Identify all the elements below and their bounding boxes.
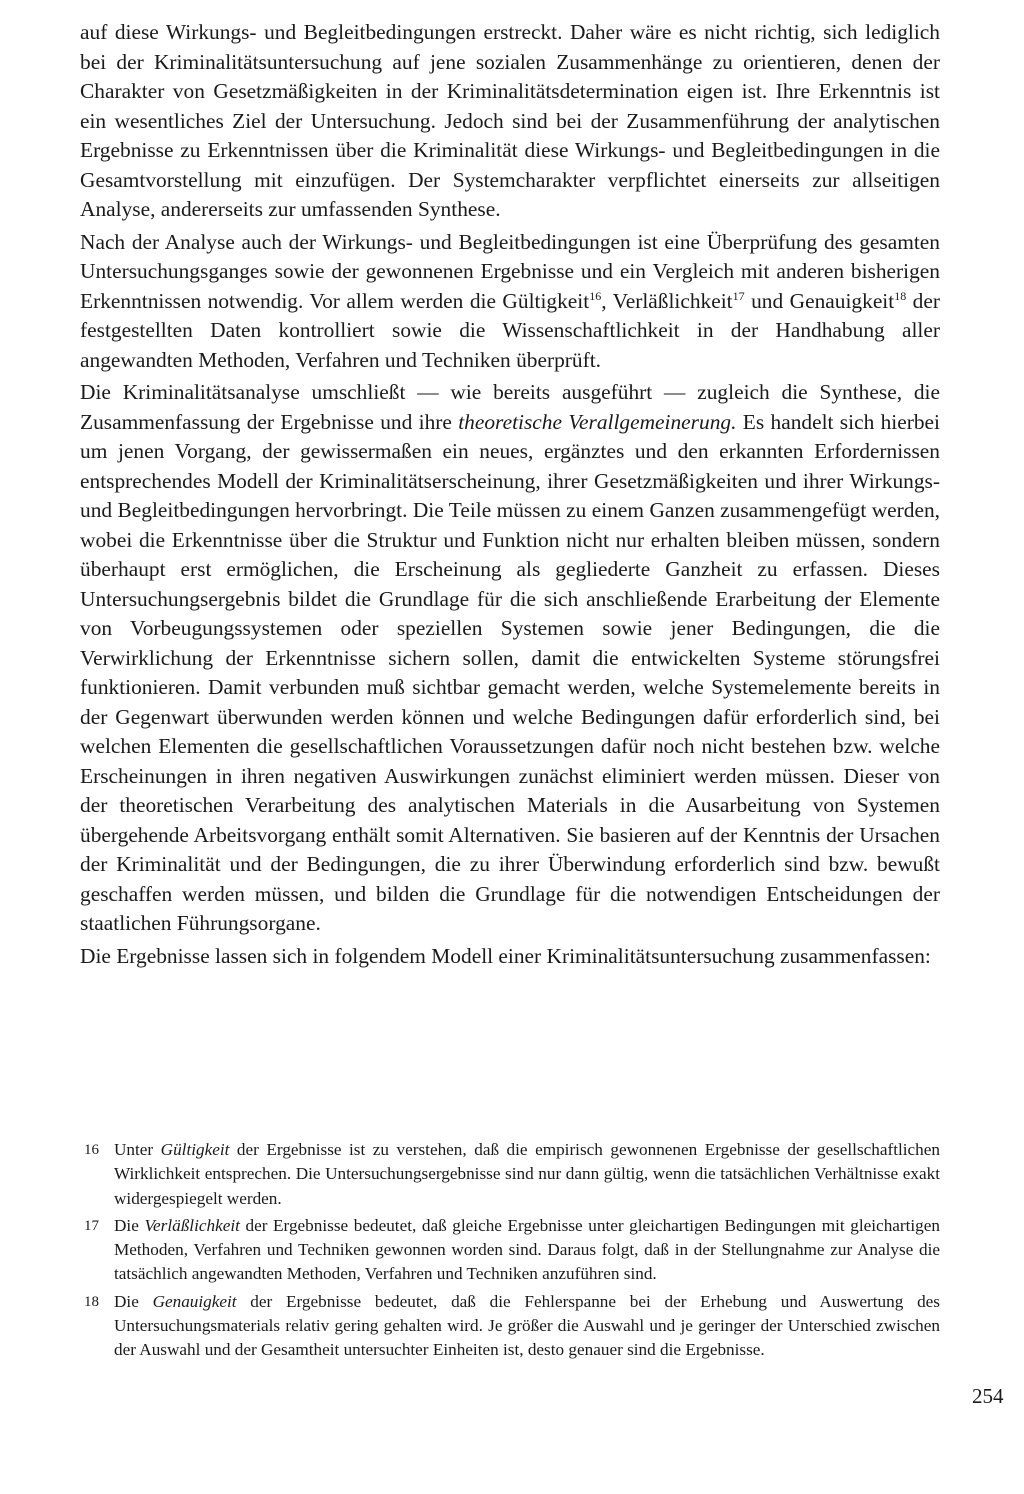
- paragraph-3-text-b: Es handelt sich hierbei um jenen Vorgang, der gewissermaßen ein neues, ergänztes und den erkannten Erfordernissen entsprechendes Modell der Kriminalitätserscheinung, ihrer Gesetzmäßigkeiten und ihrer Wirkungs- und Begleitbedingungen hervorbringt. Die Teile müssen zu einem Ganzen zusammengefügt werden, wobei die Erkenntnisse über die Struktur und Funktion nicht nur erhalten bleiben müssen, sondern überhaupt erst ermöglichen, die Erscheinung als gegliederte Ganzheit zu erfassen. Dieses Untersuchungsergebnis bildet die Grundlage für die sich anschließende Erarbeitung der Elemente von Vorbeugungssystemen oder speziellen Systemen sowie jener Bedingungen, die die Verwirklichung der Erkenntnisse sichern sollen, damit die entwickelten Systeme störungsfrei funktionieren. Damit verbunden muß sichtbar gemacht werden, welche Systemelemente bereits in der Gegenwart überwunden werden können und welche Bedingungen dafür erforderlich sind, bei welchen Elementen die gesellschaftlichen Voraussetzungen dafür noch nicht bestehen bzw. welche Erscheinungen in ihren negativen Auswirkungen zunächst eliminiert werden müssen. Dieser von der theoretischen Verarbeitung des analytischen Materials in die Ausarbeitung von Systemen übergehende Arbeitsvorgang enthält somit Alternativen. Sie basieren auf der Kenntnis der Ursachen der Kriminalität und der Bedingungen, die zu ihrer Überwindung erforderlich sind bzw. bewußt geschaffen werden müssen, und bilden die Grundlage für die notwendigen Entscheidungen der staatlichen Führungsorgane.: [80, 409, 940, 935]
- footnote-17: [84, 1214, 940, 1287]
- footnote-ref-16[interactable]: 16: [589, 288, 602, 303]
- footnote-text-a: Die: [114, 1215, 145, 1235]
- paragraph-3-emphasis: theoretische Verallgemeinerung.: [458, 409, 737, 434]
- paragraph-4: Die Ergebnisse lassen sich in folgendem Modell einer Kriminalitätsuntersuchung zusammenfassen:: [80, 943, 931, 968]
- paragraph-1: auf diese Wirkungs- und Begleitbedingungen erstreckt. Daher wäre es nicht richtig, sich lediglich bei der Kriminalitätsuntersuchung auf jene sozialen Zusammenhänge zu orientieren, denen der Charakter von Gesetzmäßigkeiten in der Kriminalitätsdetermination eigen ist. Ihre Erkenntnis ist ein wesentliches Ziel der Untersuchung. Jedoch sind bei der Zusammenführung der analytischen Ergebnisse zu Erkenntnissen über die Kriminalität diese Wirkungs- und Begleitbedingungen in die Gesamtvorstellung mit einzufügen. Der Systemcharakter verpflichtet einerseits zur allseitigen Analyse, andererseits zur umfassenden Synthese.: [80, 20, 940, 221]
- footnote-emphasis: Verläßlichkeit: [144, 1215, 240, 1235]
- footnote-text-a: Unter: [114, 1140, 161, 1159]
- footnote-emphasis: Gültigkeit: [160, 1140, 230, 1159]
- paragraph-3-text-a: Die Kriminalitätsanalyse umschließt — wie bereits ausgeführt — zugleich die Synthese, die Zusammenfassung der Ergebnisse und ihre: [80, 380, 940, 434]
- paragraph-2-text-a: Nach der Analyse auch der Wirkungs- und Begleitbedingungen ist eine Überprüfung des gesamten Untersuchungsganges sowie der gewonnenen Ergebnisse und ein Vergleich mit anderen bisherigen Erkenntnissen notwendig. Vor allem werden die Gültigkeit: [80, 229, 940, 313]
- page-number: 254: [972, 1384, 1004, 1408]
- footnotes: [84, 1138, 940, 1366]
- paragraph-3: [80, 378, 940, 939]
- paragraph-2-text-d: der festgestellten Daten kontrolliert sowie die Wissenschaftlichkeit in der Handhabung aller angewandten Methoden, Verfahren und Techniken überprüft.: [80, 288, 940, 372]
- footnote-number: 17: [84, 1217, 99, 1234]
- paragraph-2-text-c: und Genauigkeit: [744, 288, 895, 313]
- body-text: [80, 18, 940, 971]
- footnote-text-b: der Ergebnisse bedeutet, daß die Fehlerspanne bei der Erhebung und Auswertung des Untersuchungsmaterials relativ gering gehalten wird. Je größer die Auswahl und je geringer der Unterschied zwischen der Auswahl und der Gesamtheit untersuchter Einheiten ist, desto genauer sind die Ergebnisse.: [114, 1291, 940, 1360]
- footnote-ref-17[interactable]: 17: [732, 288, 745, 303]
- footnote-text-b: der Ergebnisse bedeutet, daß gleiche Ergebnisse unter gleichartigen Bedingungen mit gleichartigen Methoden, Verfahren und Techniken gewonnen worden sind. Daraus folgt, daß in der Stellungnahme zur Analyse die tatsächlich angewandten Methoden, Verfahren und Techniken anzuführen sind.: [114, 1215, 941, 1284]
- paragraph-2-text-b: , Verläßlichkeit: [601, 288, 733, 313]
- footnote-emphasis: Genauigkeit: [152, 1291, 237, 1311]
- footnote-text-b: der Ergebnisse ist zu verstehen, daß die empirisch gewonnenen Ergebnisse der gesellschaftlichen Wirklichkeit entsprechen. Die Untersuchungsergebnisse sind nur dann gültig, wenn die tatsächlichen Verhältnisse exakt widergespiegelt werden.: [114, 1140, 940, 1208]
- paragraph-2: [80, 228, 940, 376]
- footnote-number: 16: [84, 1142, 99, 1158]
- footnote-text-a: Die: [114, 1291, 153, 1311]
- footnote-18: [84, 1290, 940, 1363]
- footnote-number: 18: [84, 1293, 99, 1310]
- footnote-16: [84, 1138, 940, 1211]
- footnote-ref-18[interactable]: 18: [894, 288, 907, 303]
